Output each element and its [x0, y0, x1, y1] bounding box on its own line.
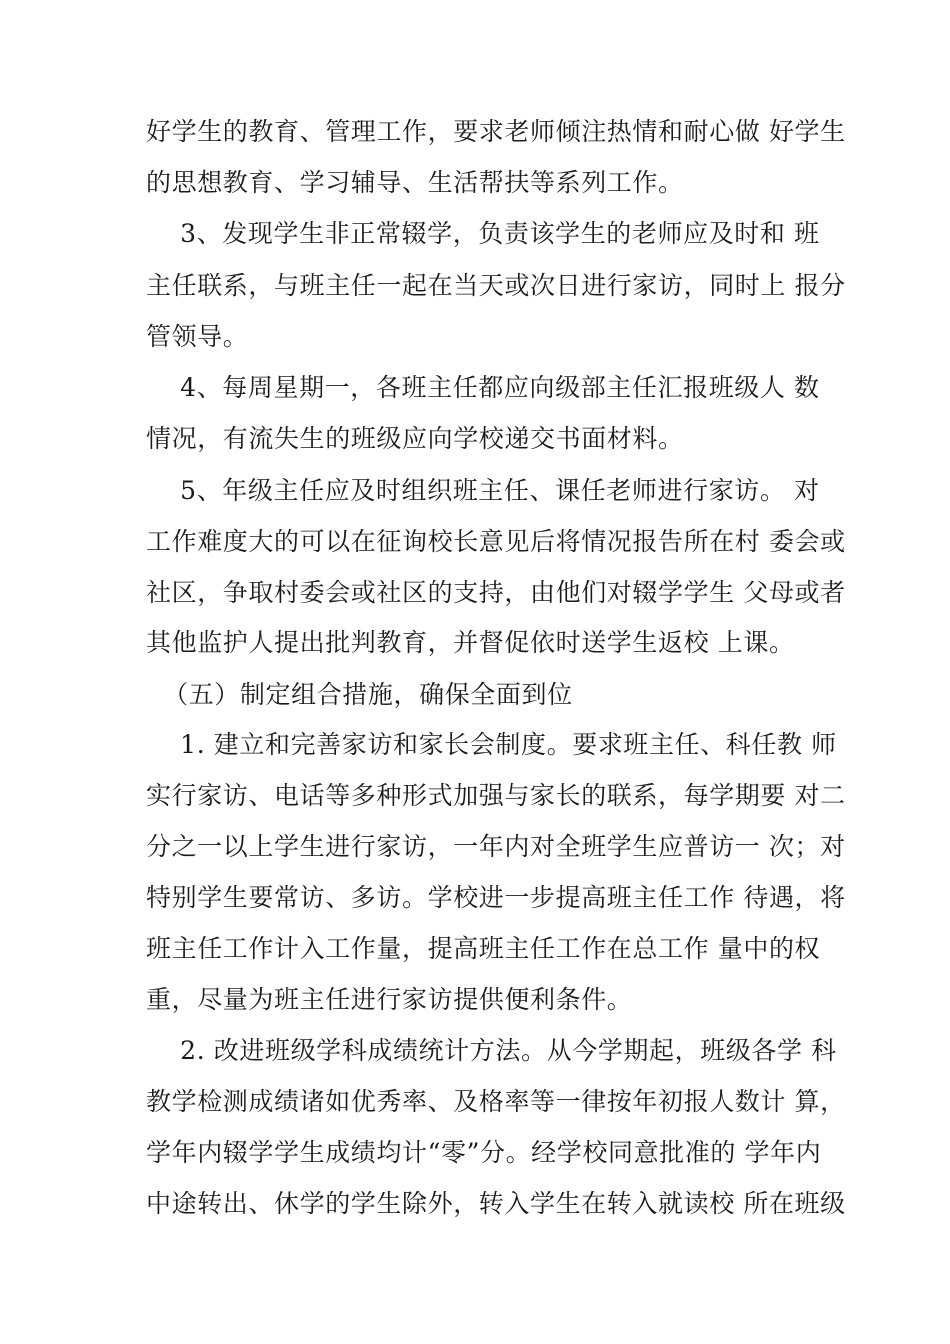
text-line: 4、每周星期一，各班主任都应向级部主任汇报班级人 数	[146, 373, 820, 402]
text-line: 1. 建立和完善家访和家长会制度。要求班主任、科任教 师	[146, 730, 837, 759]
text-line: 中途转出、休学的学生除外，转入学生在转入就读校 所在班级	[146, 1189, 846, 1218]
text-line: 的思想教育、学习辅导、生活帮扶等系列工作。	[146, 168, 684, 197]
text-line: 工作难度大的可以在征询校长意见后将情况报告所在村 委会或	[146, 527, 846, 556]
text-line: 3、发现学生非正常辍学，负责该学生的老师应及时和 班	[146, 219, 820, 248]
text-line: 重，尽量为班主任进行家访提供便利条件。	[146, 985, 633, 1014]
text-line: 特别学生要常访、多访。学校进一步提高班主任工作 待遇，将	[146, 883, 846, 912]
text-line: 好学生的教育、管理工作，要求老师倾注热情和耐心做 好学生	[146, 117, 846, 146]
text-line: 学年内辍学学生成绩均计“零”分。经学校同意批准的 学年内	[146, 1138, 822, 1167]
text-line: 实行家访、电话等多种形式加强与家长的联系，每学期要 对二	[146, 781, 846, 810]
text-line: 教学检测成绩诸如优秀率、及格率等一律按年初报人数计 算，	[146, 1087, 846, 1116]
text-line: 其他监护人提出批判教育，并督促依时送学生返校 上课。	[146, 628, 795, 657]
text-line: 主任联系，与班主任一起在当天或次日进行家访，同时上 报分	[146, 271, 846, 300]
section-heading: （五）制定组合措施，确保全面到位	[146, 680, 573, 709]
text-line: 班主任工作计入工作量，提高班主任工作在总工作 量中的权	[146, 934, 821, 963]
text-line: 情况，有流失生的班级应向学校递交书面材料。	[146, 424, 684, 453]
text-line: 5、年级主任应及时组织班主任、课任老师进行家访。 对	[146, 476, 820, 505]
text-line: 分之一以上学生进行家访，一年内对全班学生应普访一 次；对	[146, 832, 846, 861]
text-line: 管领导。	[146, 322, 249, 351]
text-line: 社区，争取村委会或社区的支持，由他们对辍学学生 父母或者	[146, 578, 846, 607]
text-line: 2. 改进班级学科成绩统计方法。从今学期起，班级各学 科	[146, 1036, 837, 1065]
